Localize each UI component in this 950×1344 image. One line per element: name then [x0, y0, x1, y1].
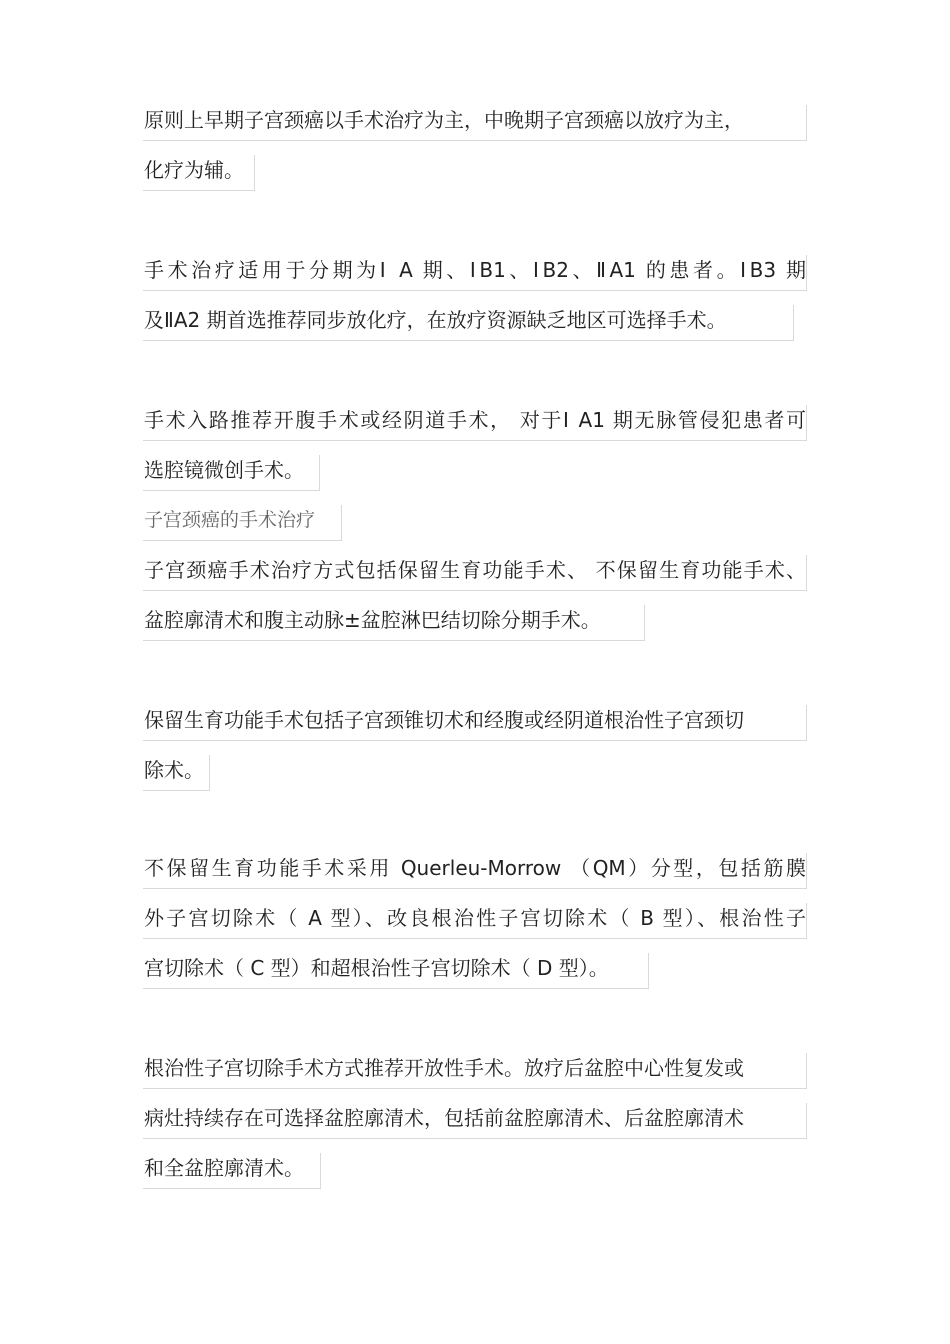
text-line: 不保留生育功能手术采用 Querleu-Morrow （QM）分型，包括筋膜 — [144, 856, 806, 880]
text-line: 病灶持续存在可选择盆腔廓清术，包括前盆腔廓清术、后盆腔廓清术 — [144, 1106, 744, 1130]
text-line: 根治性子宫切除手术方式推荐开放性手术。放疗后盆腔中心性复发或 — [144, 1056, 744, 1080]
heading-text: 子宫颈癌的手术治疗 — [144, 509, 316, 531]
paragraph-5-line-1 — [143, 555, 807, 591]
paragraph-6-line-1 — [143, 705, 807, 741]
paragraph-1-line-1 — [143, 105, 807, 141]
paragraph-2-line-1 — [143, 255, 807, 291]
paragraph-5-line-2 — [143, 605, 645, 641]
paragraph-3-line-2 — [143, 455, 320, 491]
text-line: 选腔镜微创手术。 — [144, 458, 304, 482]
text-line: 子宫颈癌手术治疗方式包括保留生育功能手术、 不保留生育功能手术、 — [144, 558, 806, 582]
paragraph-8-line-1 — [143, 1053, 807, 1089]
paragraph-3-line-1 — [143, 405, 807, 441]
paragraph-6-line-2 — [143, 755, 210, 791]
text-line: 和全盆腔廓清术。 — [144, 1156, 304, 1180]
text-line: 外子宫切除术（ A 型）、改良根治性子宫切除术（ B 型）、根治性子 — [144, 906, 806, 930]
text-line: 及ⅡA2 期首选推荐同步放化疗，在放疗资源缺乏地区可选择手术。 — [144, 308, 727, 332]
paragraph-7-line-1 — [143, 853, 807, 889]
paragraph-7-line-2 — [143, 903, 807, 939]
text-line: 原则上早期子宫颈癌以手术治疗为主，中晚期子宫颈癌以放疗为主， — [144, 108, 744, 132]
paragraph-1-line-2 — [143, 155, 255, 191]
text-line: 除术。 — [144, 758, 204, 782]
text-line: 盆腔廓清术和腹主动脉±盆腔淋巴结切除分期手术。 — [144, 608, 601, 632]
text-line: 手术入路推荐开腹手术或经阴道手术， 对于Ⅰ A1 期无脉管侵犯患者可 — [144, 408, 806, 432]
paragraph-8-line-2 — [143, 1103, 807, 1139]
paragraph-8-line-3 — [143, 1153, 321, 1189]
text-line: 保留生育功能手术包括子宫颈锥切术和经腹或经阴道根治性子宫颈切 — [144, 708, 744, 732]
paragraph-7-line-3 — [143, 953, 649, 989]
paragraph-2-line-2 — [143, 305, 794, 341]
section-heading — [143, 505, 342, 541]
text-line: 化疗为辅。 — [144, 158, 244, 182]
text-line: 宫切除术（ C 型）和超根治性子宫切除术（ D 型）。 — [144, 956, 609, 980]
text-line: 手术治疗适用于分期为Ⅰ A 期、ⅠB1、ⅠB2、ⅡA1 的患者。ⅠB3 期 — [144, 258, 806, 282]
